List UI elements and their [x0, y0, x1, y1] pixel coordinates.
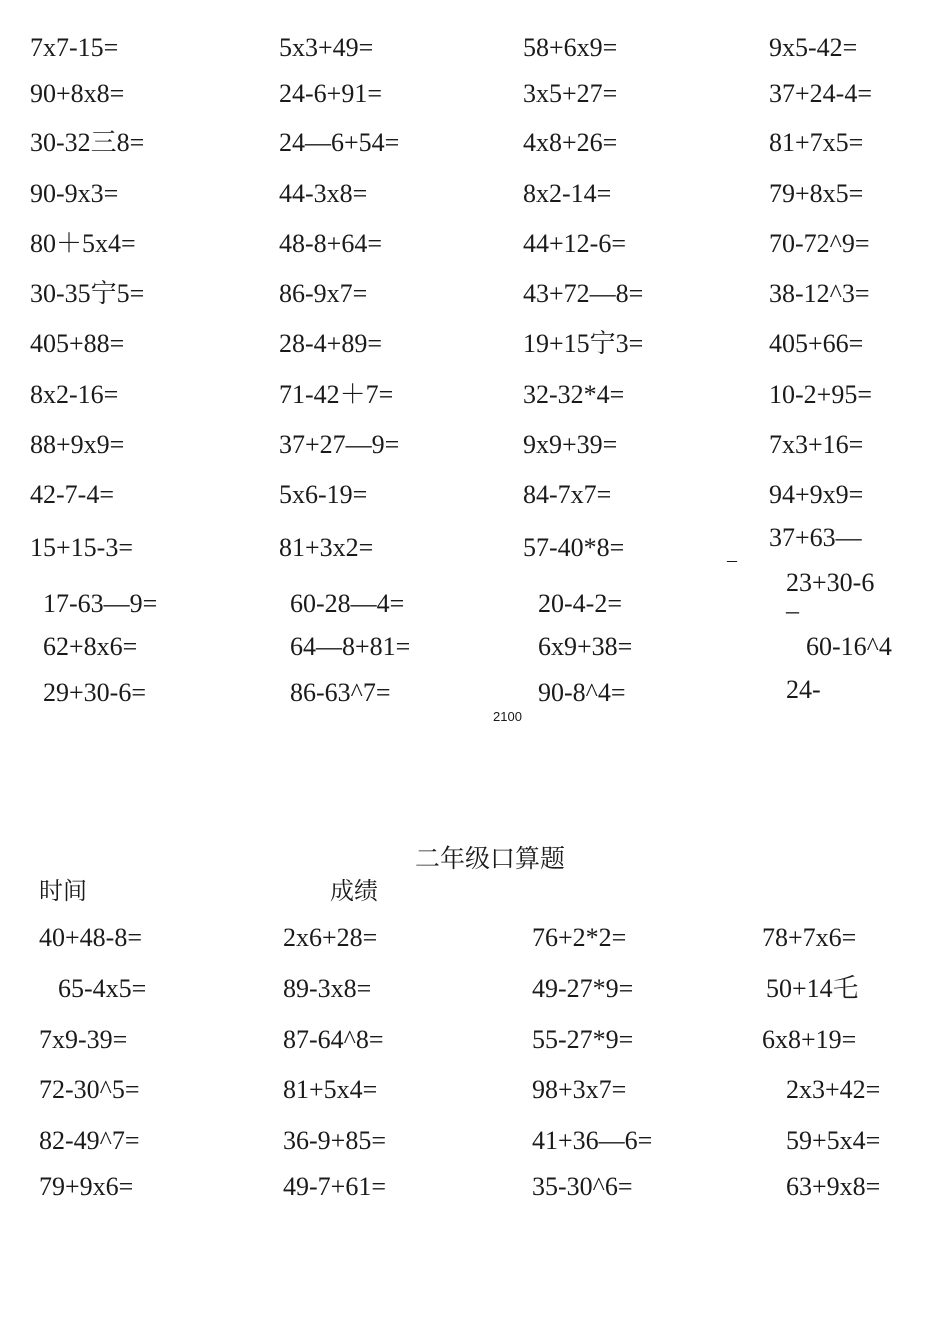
problem: 405+66=: [769, 329, 864, 358]
problem: 62+8x6=: [43, 632, 138, 661]
problem: 80＋5x4=: [30, 229, 136, 258]
problem: 17-63—9=: [43, 589, 158, 618]
problem: 30-35宁5=: [30, 279, 145, 308]
problem: 49-27*9=: [532, 974, 634, 1003]
problem: 72-30^5=: [39, 1075, 140, 1104]
problem: 37+24-4=: [769, 79, 872, 108]
problem: 81+5x4=: [283, 1075, 378, 1104]
problem: 42-7-4=: [30, 480, 114, 509]
problem: 35-30^6=: [532, 1172, 633, 1201]
problem: 81+7x5=: [769, 128, 864, 157]
problem: 5x3+49=: [279, 33, 374, 62]
problem: 24—6+54=: [279, 128, 400, 157]
score-label: 成绩: [330, 877, 378, 905]
problem: 36-9+85=: [283, 1126, 386, 1155]
problem: 55-27*9=: [532, 1025, 634, 1054]
problem: 9x5-42=: [769, 33, 858, 62]
problem: 88+9x9=: [30, 430, 125, 459]
problem: 86-9x7=: [279, 279, 368, 308]
problem: 9x9+39=: [523, 430, 618, 459]
problem: 29+30-6=: [43, 678, 146, 707]
problem: 30-32三8=: [30, 128, 145, 157]
problem: 37+27—9=: [279, 430, 400, 459]
problem: 8x2-14=: [523, 179, 612, 208]
worksheet-title: 二年级口算题: [415, 844, 566, 873]
problem: 49-7+61=: [283, 1172, 386, 1201]
problem: 87-64^8=: [283, 1025, 384, 1054]
problem: 4x8+26=: [523, 128, 618, 157]
problem: 38-12^3=: [769, 279, 870, 308]
problem: 76+2*2=: [532, 923, 627, 952]
problem: 37+63—: [769, 523, 862, 552]
problem: 405+88=: [30, 329, 125, 358]
problem: 98+3x7=: [532, 1075, 627, 1104]
problem: 65-4x5=: [58, 974, 147, 1003]
problem: 70-72^9=: [769, 229, 870, 258]
problem: 48-8+64=: [279, 229, 382, 258]
problem: 84-7x7=: [523, 480, 612, 509]
problem: 19+15宁3=: [523, 329, 644, 358]
problem: 90-9x3=: [30, 179, 119, 208]
problem: 3x5+27=: [523, 79, 618, 108]
problem: 41+36—6=: [532, 1126, 653, 1155]
problem: 64—8+81=: [290, 632, 411, 661]
problem: 44+12-6=: [523, 229, 626, 258]
page-mark: 2100: [493, 709, 522, 724]
problem: 6x9+38=: [538, 632, 633, 661]
problem: 23+30-6: [786, 568, 875, 597]
stray-dash: –: [727, 549, 737, 571]
problem: 43+72—8=: [523, 279, 644, 308]
problem: 10-2+95=: [769, 380, 872, 409]
problem: 57-40*8=: [523, 533, 625, 562]
problem: 7x9-39=: [39, 1025, 128, 1054]
problem: 60-28—4=: [290, 589, 405, 618]
problem: 58+6x9=: [523, 33, 618, 62]
problem: 86-63^7=: [290, 678, 391, 707]
problem: 90+8x8=: [30, 79, 125, 108]
problem: 24-: [786, 675, 821, 704]
problem: 2x6+28=: [283, 923, 378, 952]
time-label: 时间: [39, 877, 87, 905]
stray-dash: –: [786, 596, 799, 625]
problem: 7x7-15=: [30, 33, 119, 62]
problem: 79+8x5=: [769, 179, 864, 208]
problem: 2x3+42=: [786, 1075, 881, 1104]
problem: 40+48-8=: [39, 923, 142, 952]
problem: 60-16^4: [806, 632, 892, 661]
problem: 8x2-16=: [30, 380, 119, 409]
problem: 63+9x8=: [786, 1172, 881, 1201]
problem: 94+9x9=: [769, 480, 864, 509]
problem: 28-4+89=: [279, 329, 382, 358]
problem: 82-49^7=: [39, 1126, 140, 1155]
problem: 6x8+19=: [762, 1025, 857, 1054]
problem: 59+5x4=: [786, 1126, 881, 1155]
problem: 5x6-19=: [279, 480, 368, 509]
problem: 89-3x8=: [283, 974, 372, 1003]
problem: 20-4-2=: [538, 589, 622, 618]
problem: 15+15-3=: [30, 533, 133, 562]
problem: 81+3x2=: [279, 533, 374, 562]
problem: 32-32*4=: [523, 380, 625, 409]
problem: 24-6+91=: [279, 79, 382, 108]
problem: 7x3+16=: [769, 430, 864, 459]
problem: 71-42＋7=: [279, 380, 394, 409]
problem: 44-3x8=: [279, 179, 368, 208]
problem: 79+9x6=: [39, 1172, 134, 1201]
problem: 50+14乇: [766, 974, 859, 1003]
problem: 90-8^4=: [538, 678, 626, 707]
problem: 78+7x6=: [762, 923, 857, 952]
